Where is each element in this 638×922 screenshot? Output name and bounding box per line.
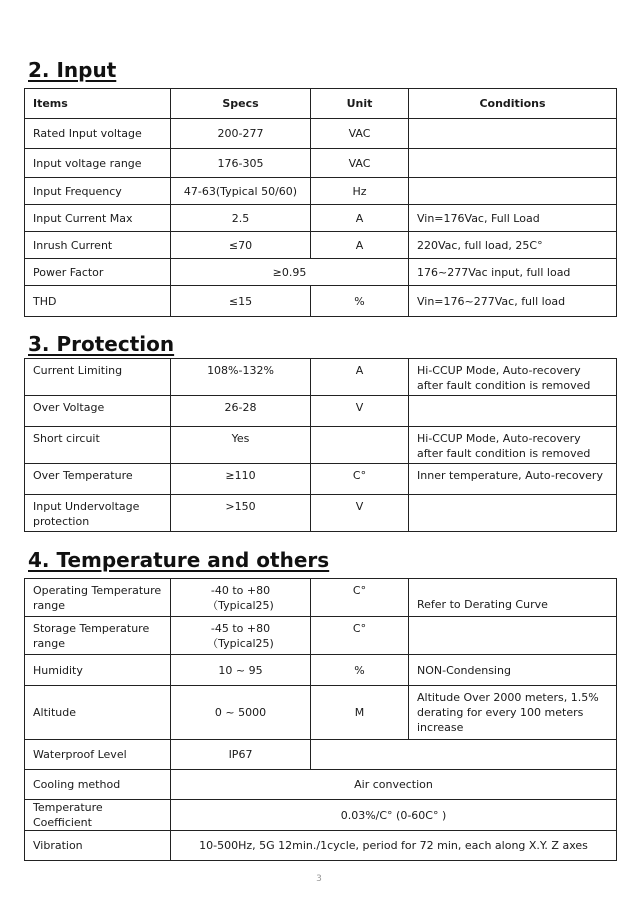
condition-cell: Inner temperature, Auto-recovery xyxy=(409,464,617,495)
condition-cell: Hi-CCUP Mode, Auto-recovery after fault condition is removed xyxy=(409,359,617,396)
spec-cell: 108%-132% xyxy=(171,359,311,396)
table-row xyxy=(25,427,617,464)
unit-cell: M xyxy=(311,686,409,740)
item-cell: Input Current Max xyxy=(25,205,171,232)
item-cell: Over Temperature xyxy=(25,464,171,495)
condition-cell xyxy=(409,396,617,427)
table-row xyxy=(25,464,617,495)
spec-cell: 2.5 xyxy=(171,205,311,232)
item-cell: Humidity xyxy=(25,655,171,686)
condition-cell xyxy=(409,617,617,655)
table-row xyxy=(25,232,617,259)
condition-cell xyxy=(409,119,617,149)
table-row xyxy=(25,149,617,178)
item-cell: Current Limiting xyxy=(25,359,171,396)
item-cell: Input Frequency xyxy=(25,178,171,205)
spec-cell: 47-63(Typical 50/60) xyxy=(171,178,311,205)
condition-cell: Vin=176Vac, Full Load xyxy=(409,205,617,232)
header-conditions: Conditions xyxy=(409,89,617,119)
table-row xyxy=(25,686,617,740)
condition-cell: Hi-CCUP Mode, Auto-recovery after fault condition is removed xyxy=(409,427,617,464)
table-row xyxy=(25,396,617,427)
spec-cell: 10 ~ 95 xyxy=(171,655,311,686)
spec-cell: Yes xyxy=(171,427,311,464)
unit-cell: A xyxy=(311,232,409,259)
spec-cell: 10-500Hz, 5G 12min./1cycle, period for 72 min, each along X.Y. Z axes xyxy=(171,831,617,861)
table-row xyxy=(25,800,617,831)
spec-cell: -40 to +80（Typical25) xyxy=(171,579,311,617)
unit-cell xyxy=(311,427,409,464)
table-row xyxy=(25,286,617,317)
unit-cell: % xyxy=(311,286,409,317)
item-cell: Operating Temperature range xyxy=(25,579,171,617)
table-row xyxy=(25,359,617,396)
page-number: 3 xyxy=(316,874,322,884)
item-cell: THD xyxy=(25,286,171,317)
item-cell: Input Undervoltage protection xyxy=(25,495,171,532)
condition-cell xyxy=(409,149,617,178)
spec-cell: ≥110 xyxy=(171,464,311,495)
table-row xyxy=(25,178,617,205)
unit-cell: VAC xyxy=(311,119,409,149)
empty-cell xyxy=(311,740,617,770)
table-row xyxy=(25,831,617,861)
spec-cell: IP67 xyxy=(171,740,311,770)
table-header-row xyxy=(25,89,617,119)
item-cell: Altitude xyxy=(25,686,171,740)
item-cell: Power Factor xyxy=(25,259,171,286)
item-cell: Rated Input voltage xyxy=(25,119,171,149)
spec-cell: Air convection xyxy=(171,770,617,800)
section-title-protection: 3. Protection xyxy=(28,332,175,356)
spec-cell: 176-305 xyxy=(171,149,311,178)
table-row xyxy=(25,770,617,800)
unit-cell: C° xyxy=(311,579,409,617)
unit-cell: V xyxy=(311,396,409,427)
condition-cell: Vin=176~277Vac, full load xyxy=(409,286,617,317)
spec-cell: -45 to +80（Typical25) xyxy=(171,617,311,655)
table-row xyxy=(25,119,617,149)
condition-cell: 176~277Vac input, full load xyxy=(409,259,617,286)
spec-cell: >150 xyxy=(171,495,311,532)
unit-cell: A xyxy=(311,205,409,232)
item-cell: Temperature Coefficient xyxy=(25,800,171,831)
header-unit: Unit xyxy=(311,89,409,119)
condition-cell xyxy=(409,178,617,205)
condition-cell: Altitude Over 2000 meters, 1.5% derating for every 100 meters increase xyxy=(409,686,617,740)
table-row xyxy=(25,740,617,770)
section-title-input: 2. Input xyxy=(28,58,117,82)
item-cell: Input voltage range xyxy=(25,149,171,178)
input-spec-table xyxy=(24,88,617,317)
table-row xyxy=(25,617,617,655)
table-row xyxy=(25,579,617,617)
spec-cell: 0 ~ 5000 xyxy=(171,686,311,740)
unit-cell: A xyxy=(311,359,409,396)
item-cell: Cooling method xyxy=(25,770,171,800)
unit-cell: VAC xyxy=(311,149,409,178)
item-cell: Over Voltage xyxy=(25,396,171,427)
condition-cell: 220Vac, full load, 25C° xyxy=(409,232,617,259)
unit-cell: V xyxy=(311,495,409,532)
table-row xyxy=(25,495,617,532)
item-cell: Storage Temperature range xyxy=(25,617,171,655)
spec-cell: 200-277 xyxy=(171,119,311,149)
header-specs: Specs xyxy=(171,89,311,119)
unit-cell: Hz xyxy=(311,178,409,205)
table-row xyxy=(25,655,617,686)
item-cell: Waterproof Level xyxy=(25,740,171,770)
condition-cell: NON-Condensing xyxy=(409,655,617,686)
temperature-spec-table xyxy=(24,578,617,861)
unit-cell: % xyxy=(311,655,409,686)
condition-cell xyxy=(409,495,617,532)
section-title-temperature: 4. Temperature and others xyxy=(28,548,330,572)
item-cell: Inrush Current xyxy=(25,232,171,259)
spec-cell: ≥0.95 xyxy=(171,259,409,286)
condition-cell: Refer to Derating Curve xyxy=(409,579,617,617)
spec-cell: 26-28 xyxy=(171,396,311,427)
table-row xyxy=(25,259,617,286)
unit-cell: C° xyxy=(311,464,409,495)
unit-cell: C° xyxy=(311,617,409,655)
spec-cell: ≤70 xyxy=(171,232,311,259)
table-row xyxy=(25,205,617,232)
spec-cell: 0.03%/C° (0-60C° ) xyxy=(171,800,617,831)
header-items: Items xyxy=(25,89,171,119)
protection-spec-table xyxy=(24,358,617,532)
spec-cell: ≤15 xyxy=(171,286,311,317)
item-cell: Short circuit xyxy=(25,427,171,464)
item-cell: Vibration xyxy=(25,831,171,861)
